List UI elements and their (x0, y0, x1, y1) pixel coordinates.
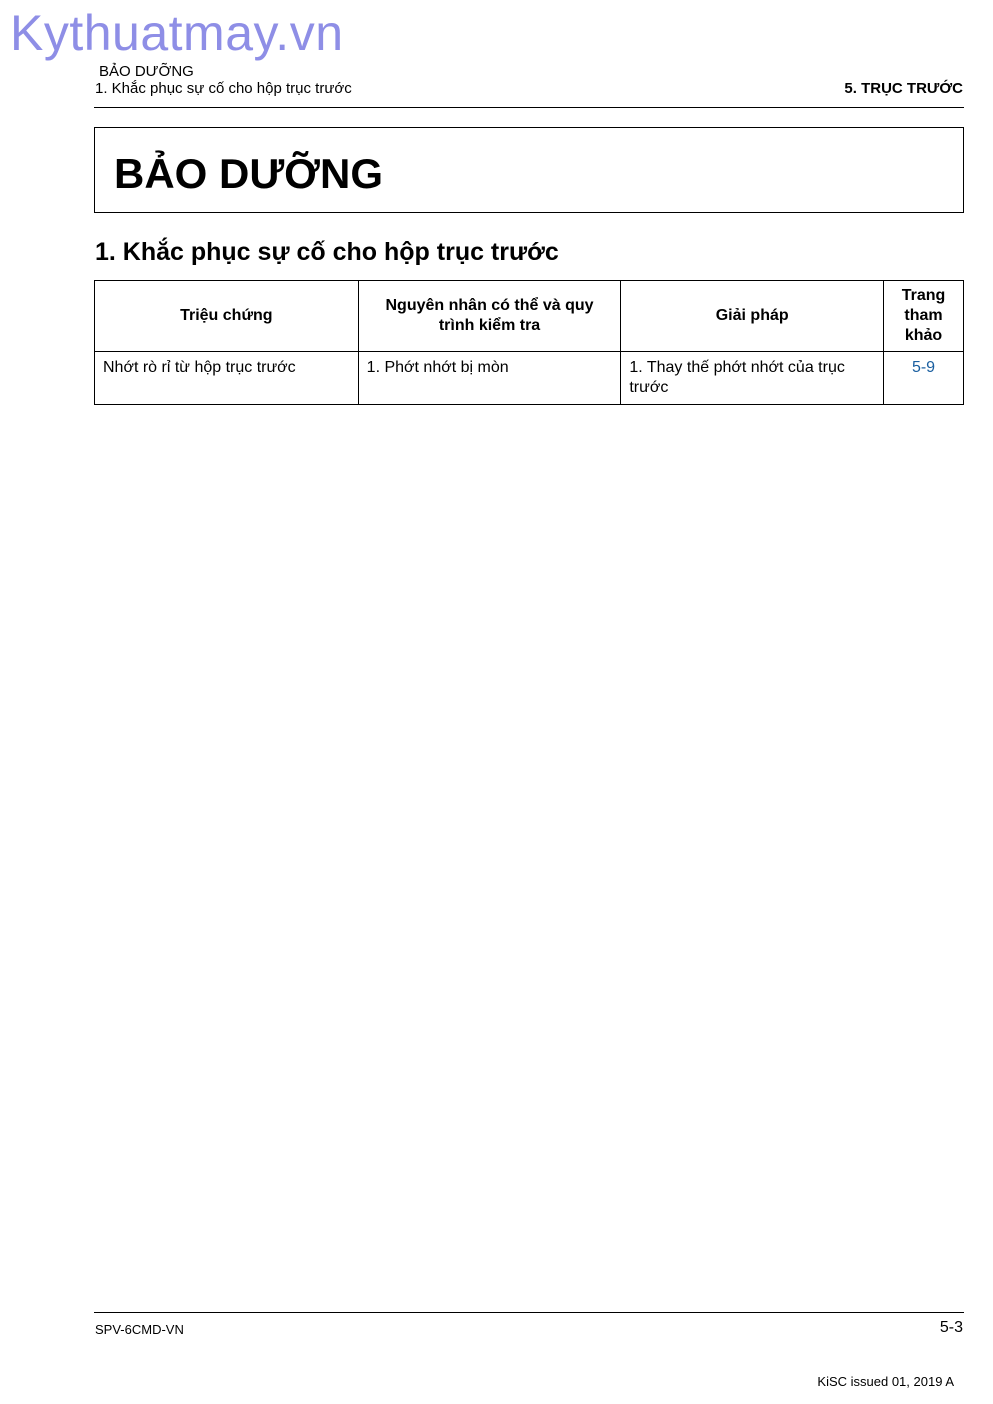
header-section-title: BẢO DƯỠNG (99, 63, 194, 80)
footer-divider (94, 1312, 964, 1313)
header-subsection: 1. Khắc phục sự cố cho hộp trục trước (95, 80, 352, 97)
solution-cell: 1. Thay thế phớt nhớt của trục trước (621, 352, 884, 405)
reference-page-link[interactable]: 5-9 (884, 352, 964, 405)
column-header-cause: Nguyên nhân có thể và quy trình kiểm tra (358, 281, 621, 352)
table-header-row (95, 281, 964, 352)
column-header-symptom: Triệu chứng (95, 281, 359, 352)
title-box (94, 127, 964, 213)
column-header-reference: Trang tham khảo (884, 281, 964, 352)
table-row (95, 352, 964, 405)
section-heading: 1. Khắc phục sự cố cho hộp trục trước (95, 238, 559, 266)
footer-page-number: 5-3 (939, 1319, 963, 1336)
symptom-cell: Nhớt rò rỉ từ hộp trục trước (95, 352, 359, 405)
footer-issue-note: KiSC issued 01, 2019 A (817, 1374, 954, 1389)
cause-cell: 1. Phớt nhớt bị mòn (358, 352, 621, 405)
page-title: BẢO DƯỠNG (114, 150, 384, 197)
header-chapter: 5. TRỤC TRƯỚC (844, 80, 963, 97)
watermark-logo: Kythuatmay.vn (10, 5, 344, 61)
header-divider (94, 107, 964, 108)
troubleshooting-table (94, 280, 964, 405)
column-header-solution: Giải pháp (621, 281, 884, 352)
footer-doc-code: SPV-6CMD-VN (95, 1322, 184, 1337)
